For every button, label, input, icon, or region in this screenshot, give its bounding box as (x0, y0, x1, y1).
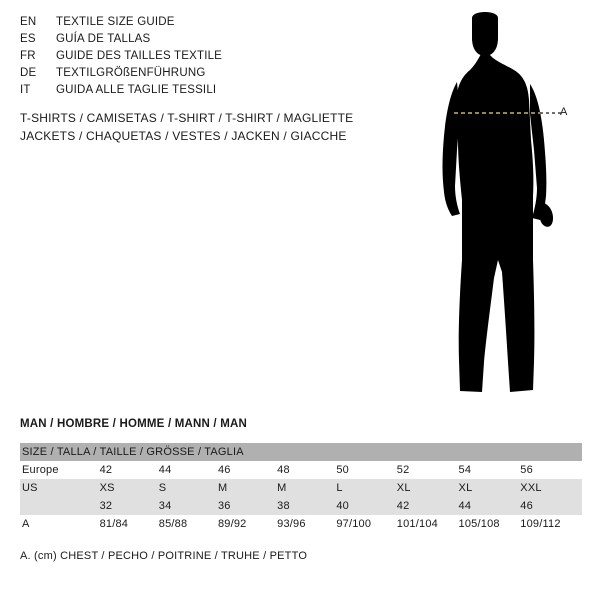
cell: 44 (159, 461, 218, 479)
language-code: EN (20, 16, 37, 28)
cell: 48 (277, 461, 336, 479)
cell: 89/92 (218, 515, 277, 533)
table-title: MAN / HOMBRE / HOMME / MANN / MAN (20, 418, 248, 430)
table-header-row (20, 443, 582, 461)
row-label: A (20, 515, 100, 533)
language-text: GUIDA ALLE TAGLIE TESSILI (56, 84, 217, 96)
language-code: FR (20, 50, 36, 62)
table-header-label: SIZE / TALLA / TAILLE / GRÖSSE / TAGLIA (20, 443, 582, 461)
cell: 36 (218, 497, 277, 515)
cell: 40 (336, 497, 396, 515)
row-label: Europe (20, 461, 100, 479)
cell: 38 (277, 497, 336, 515)
cell: S (159, 479, 218, 497)
cell: XL (397, 479, 459, 497)
footnote: A. (cm) CHEST / PECHO / POITRINE / TRUHE / PETTO (20, 550, 308, 562)
cell: 46 (218, 461, 277, 479)
cell: 44 (459, 497, 521, 515)
language-row (20, 16, 380, 33)
measurement-marker-a: A (560, 106, 568, 118)
category-list (20, 111, 420, 147)
row-label: US (20, 479, 100, 497)
cell: M (277, 479, 336, 497)
language-row (20, 50, 380, 67)
language-row (20, 67, 380, 84)
language-row (20, 84, 380, 101)
cell: 81/84 (100, 515, 159, 533)
category-jackets: JACKETS / CHAQUETAS / VESTES / JACKEN / GIACCHE (20, 129, 347, 143)
cell: 32 (100, 497, 159, 515)
cell: 54 (459, 461, 521, 479)
cell: 34 (159, 497, 218, 515)
cell: XS (100, 479, 159, 497)
male-body-silhouette (400, 10, 590, 400)
language-code: ES (20, 33, 36, 45)
table-row (20, 497, 582, 515)
cell: 52 (397, 461, 459, 479)
cell: 101/104 (397, 515, 459, 533)
cell: 42 (397, 497, 459, 515)
cell: 105/108 (459, 515, 521, 533)
cell: 46 (520, 497, 582, 515)
cell: XL (459, 479, 521, 497)
cell: L (336, 479, 396, 497)
table-row (20, 461, 582, 479)
table-row (20, 515, 582, 533)
size-table (20, 443, 582, 533)
cell: 93/96 (277, 515, 336, 533)
cell: 85/88 (159, 515, 218, 533)
cell: 109/112 (520, 515, 582, 533)
language-list (20, 16, 380, 101)
table-row (20, 479, 582, 497)
language-text: GUÍA DE TALLAS (56, 33, 151, 45)
cell: 56 (520, 461, 582, 479)
language-text: TEXTILE SIZE GUIDE (56, 16, 175, 28)
cell: XXL (520, 479, 582, 497)
cell: 42 (100, 461, 159, 479)
language-row (20, 33, 380, 50)
language-code: DE (20, 67, 37, 79)
cell: M (218, 479, 277, 497)
cell: 50 (336, 461, 396, 479)
language-code: IT (20, 84, 31, 96)
row-label (20, 497, 100, 515)
category-tshirts: T-SHIRTS / CAMISETAS / T-SHIRT / T-SHIRT / MAGLIETTE (20, 111, 354, 125)
language-text: GUIDE DES TAILLES TEXTILE (56, 50, 223, 62)
cell: 97/100 (336, 515, 396, 533)
language-text: TEXTILGRÖßENFÜHRUNG (56, 67, 206, 79)
